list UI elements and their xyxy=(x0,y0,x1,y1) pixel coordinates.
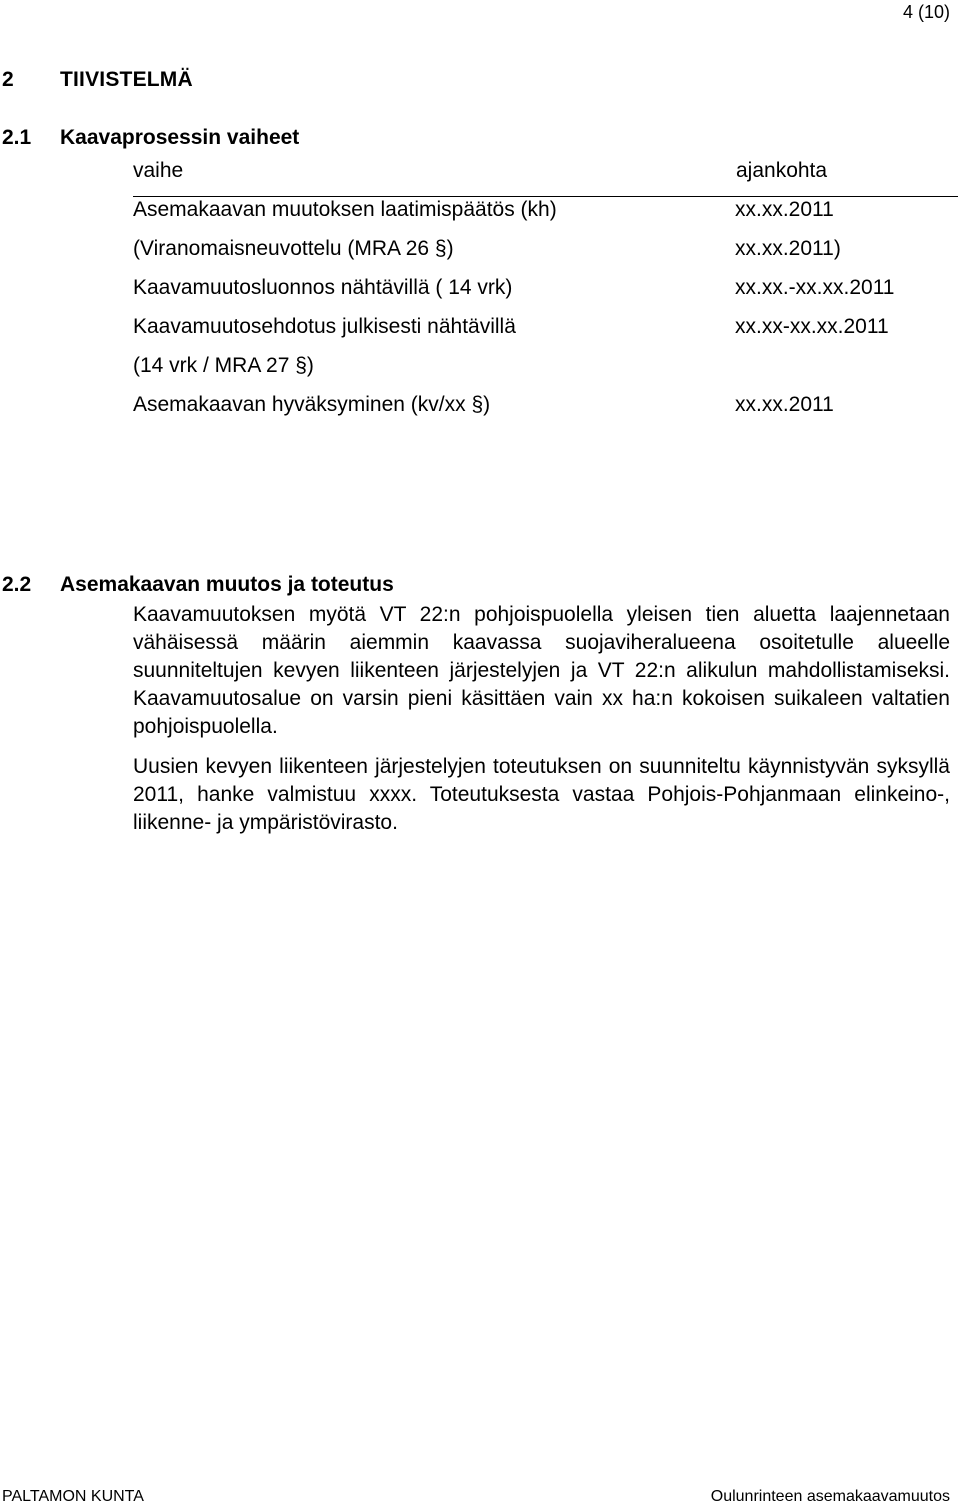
phase-cell: Kaavamuutosluonnos nähtävillä ( 14 vrk) xyxy=(133,276,513,299)
subsection-number: 2.1 xyxy=(2,126,32,149)
table-row xyxy=(133,197,958,236)
table-header-row xyxy=(133,158,958,197)
section-heading xyxy=(2,68,193,92)
phase-cell: Asemakaavan muutoksen laatimispäätös (kh) xyxy=(133,198,557,221)
table-row xyxy=(133,353,958,392)
phase-cell: Asemakaavan hyväksyminen (kv/xx §) xyxy=(133,393,491,416)
phase-cell: (14 vrk / MRA 27 §) xyxy=(133,354,314,377)
footer-organization: PALTAMON KUNTA xyxy=(2,1488,144,1505)
phase-cell: Kaavamuutosehdotus julkisesti nähtävillä xyxy=(133,315,516,338)
table-row xyxy=(133,236,958,275)
table-row xyxy=(133,275,958,314)
section-title: TIIVISTELMÄ xyxy=(60,68,193,91)
body-paragraph: Kaavamuutoksen myötä VT 22:n pohjoispuolella yleisen tien aluetta laajennetaan vähäisessä määrin aiemmin kaavassa suojaviheralueena osoitetulle alueelle suunniteltujen kevyen liikenteen järjestelyjen ja VT 22:n alikulun mahdollistamiseksi. Kaavamuutosalue on varsin pieni käsittäen vain xx ha:n kokoisen suikaleen valtatien pohjoispuolella. xyxy=(133,603,950,738)
table-row xyxy=(133,392,958,431)
date-cell: xx.xx.2011 xyxy=(735,393,834,416)
subsection-title: Asemakaavan muutos ja toteutus xyxy=(60,573,394,596)
phase-cell: (Viranomaisneuvottelu (MRA 26 §) xyxy=(133,237,454,260)
footer-document-title: Oulunrinteen asemakaavamuutos xyxy=(710,1488,950,1505)
date-cell: xx.xx-xx.xx.2011 xyxy=(735,315,889,338)
subsection-heading-process xyxy=(2,126,299,150)
process-phases-table xyxy=(133,158,958,431)
section-number: 2 xyxy=(2,68,14,91)
subsection-title: Kaavaprosessin vaiheet xyxy=(60,126,300,149)
subsection-number: 2.2 xyxy=(2,573,32,596)
date-cell: xx.xx.-xx.xx.2011 xyxy=(735,276,895,299)
date-cell: xx.xx.2011 xyxy=(735,198,834,221)
date-cell: xx.xx.2011) xyxy=(735,237,841,260)
column-header-phase: vaihe xyxy=(133,159,184,182)
page-number: 4 (10) xyxy=(902,2,950,22)
table-row xyxy=(133,314,958,353)
column-header-date: ajankohta xyxy=(736,159,828,182)
subsection-heading-implementation xyxy=(2,573,394,597)
body-paragraph: Uusien kevyen liikenteen järjestelyjen toteutuksen on suunniteltu käynnistyvän syksyllä 2011, hanke valmistuu xxxx. Toteutuksesta vastaa Pohjois-Pohjanmaan elinkeino-, liikenne- ja ympäristövirasto. xyxy=(133,755,950,834)
